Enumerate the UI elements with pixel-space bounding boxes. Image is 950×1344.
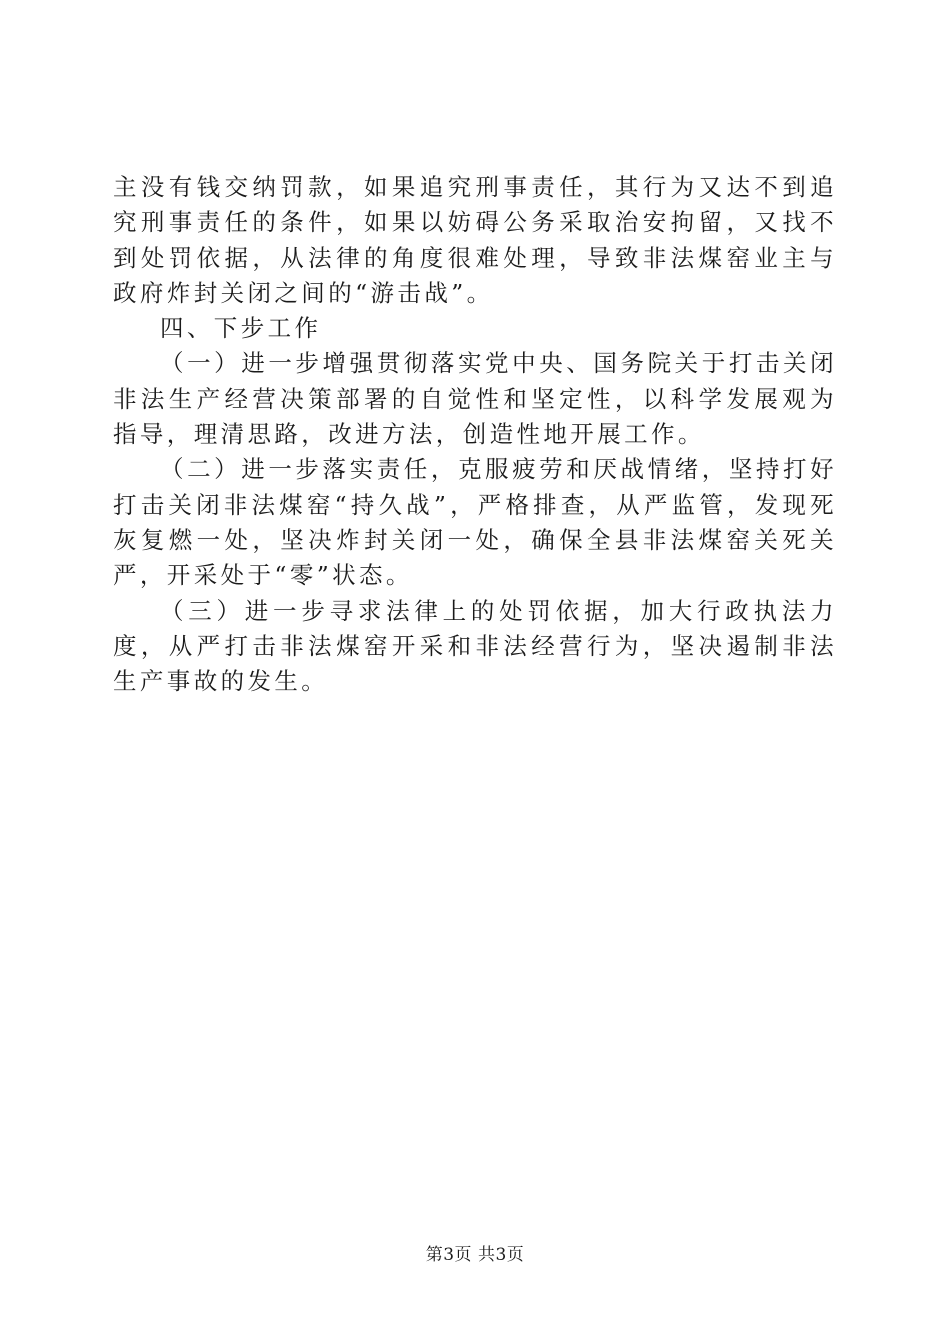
- paragraph-item-1: （一）进一步增强贯彻落实党中央、国务院关于打击关闭非法生产经营决策部署的自觉性和坚定性，以科学发展观为指导，理清思路，改进方法，创造性地开展工作。: [113, 349, 837, 449]
- paragraph-item-3: （三）进一步寻求法律上的处罚依据，加大行政执法力度，从严打击非法煤窑开采和非法经营行为，坚决遏制非法生产事故的发生。: [113, 596, 837, 696]
- paragraph-continuation: 主没有钱交纳罚款，如果追究刑事责任，其行为又达不到追究刑事责任的条件，如果以妨碍公务采取治安拘留，又找不到处罚依据，从法律的角度很难处理，导致非法煤窑业主与政府炸封关闭之间的“游击战”。: [113, 173, 837, 307]
- paragraph-item-2: （二）进一步落实责任，克服疲劳和厌战情绪，坚持打好打击关闭非法煤窑“持久战”，严格排查，从严监管，发现死灰复燃一处，坚决炸封关闭一处，确保全县非法煤窑关死关严，开采处于“零”状态。: [113, 455, 837, 590]
- section-heading: 四、下步工作: [160, 314, 322, 343]
- page-footer: 第3页 共3页: [425, 1245, 525, 1265]
- document-body: [113, 170, 837, 699]
